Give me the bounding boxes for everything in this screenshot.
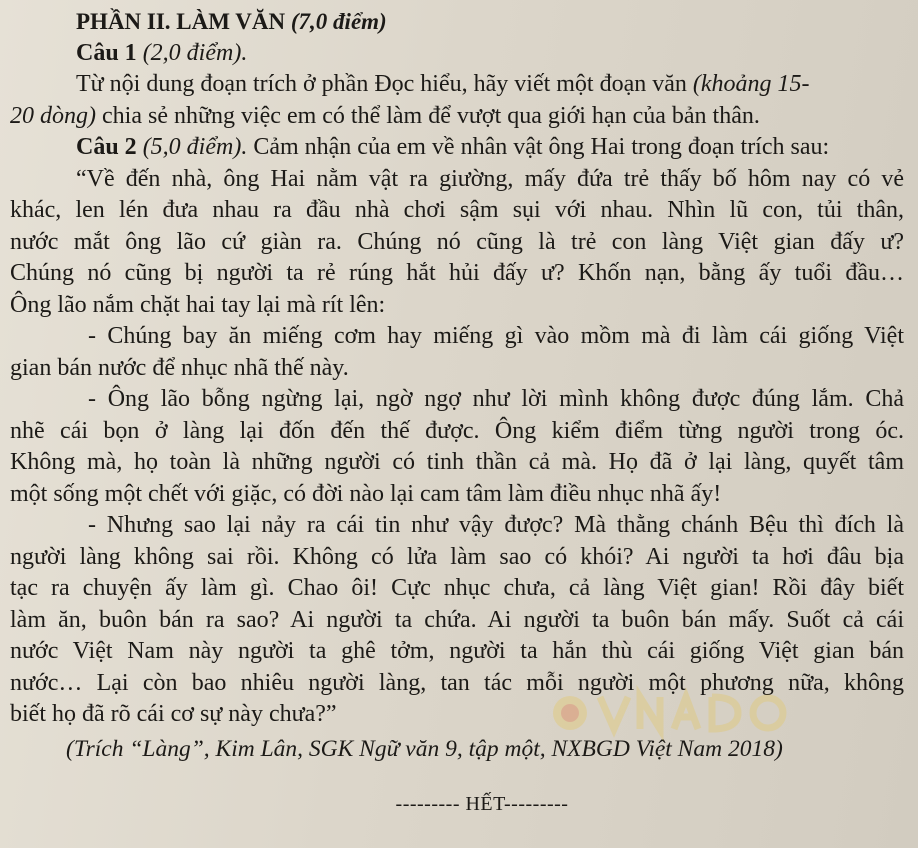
excerpt-line: - Nhưng sao lại nảy ra cái tin như vậy được? Mà thằng chánh Bệu thì đích là [88,512,904,538]
section-heading [10,6,904,38]
excerpt-line: làm ăn, buôn bán ra sao? Ai người ta chứa. Ai người ta buôn bán mấy. Suốt cả cái [10,606,904,633]
excerpt-line: nước Việt Nam này người ta ghê tởm, người ta hắn thù cái giống Việt gian bán [10,638,904,664]
excerpt-line: Chúng nó cũng bị người ta rẻ rúng hắt hủi đấy ư? Khốn nạn, bằng ấy tuổi đầu… [10,260,904,286]
question-1-length-b: 20 dòng) [10,102,96,129]
excerpt-line: Không mà, họ toàn là những người có tinh thần cả mà. Họ đã ở lại làng, quyết tâm [10,449,904,475]
excerpt-citation: (Trích “Làng”, Kim Lân, SGK Ngữ văn 9, tập một, NXBGD Việt Nam 2018) [66,735,783,762]
section-heading-points: (7,0 điểm) [290,9,387,34]
excerpt-line: khác, len lén đưa nhau ra đầu nhà chơi sậm sụi với nhau. Nhìn lũ con, tủi thân, [10,197,904,223]
excerpt-line: - Chúng bay ăn miếng cơm hay miếng gì vào mồm mà đi làm cái giống Việt [88,323,904,349]
excerpt-line: nước mắt ông lão cứ giàn ra. Chúng nó cũng là trẻ con làng Việt gian đấy ư? [10,228,904,255]
question-2-title [10,132,904,164]
question-1-title [10,38,904,70]
question-1-line-1 [10,69,904,101]
question-1-text-a: Từ nội dung đoạn trích ở phần Đọc hiểu, hãy viết một đoạn văn [76,71,693,97]
excerpt-line: một sống một chết với giặc, có đời nào lại cam tâm làm điều nhục nhã ấy! [10,480,722,507]
question-1-line-2 [10,101,904,133]
section-heading-title: PHẦN II. LÀM VĂN [76,9,286,34]
excerpt-line: - Ông lão bỗng ngừng lại, ngờ ngợ như lời mình không được đúng lắm. Chả [88,386,904,412]
question-1-points: (2,0 điểm). [142,39,248,66]
question-2-label: Câu 2 [76,134,137,160]
end-of-exam-mark: --------- HẾT--------- [395,793,569,815]
excerpt-line: nhẽ cái bọn ở làng lại đốn đến thế được. Ông kiểm điểm từng người trong óc. [10,417,904,444]
excerpt-line: tạc ra chuyện ấy làm gì. Chao ôi! Cực nhục chưa, cả làng Việt gian! Rồi đây biết [10,575,904,601]
excerpt-line: “Về đến nhà, ông Hai nằm vật ra giường, mấy đứa trẻ thấy bố hôm nay có vẻ [76,165,904,192]
question-2-prompt: Cảm nhận của em về nhân vật ông Hai trong đoạn trích sau: [247,134,830,160]
excerpt-line: người làng không sai rồi. Không có lửa làm sao có khói? Ai người ta hơi đâu bịa [10,543,904,570]
question-2-points: (5,0 điểm). [142,134,248,160]
question-1-label: Câu 1 [76,39,137,66]
question-1-length-a: (khoảng 15- [692,71,810,97]
question-1-text-b: chia sẻ những việc em có thể làm để vượt qua giới hạn của bản thân. [96,102,760,129]
excerpt-line: gian bán nước để nhục nhã thế này. [10,354,349,381]
excerpt-line: nước… Lại còn bao nhiêu người làng, tan tác mỗi người một phương nữa, không [10,669,904,696]
excerpt-line: biết họ đã rõ cái cơ sự này chưa?” [10,701,337,727]
excerpt-line: Ông lão nắm chặt hai tay lại mà rít lên: [10,291,386,318]
